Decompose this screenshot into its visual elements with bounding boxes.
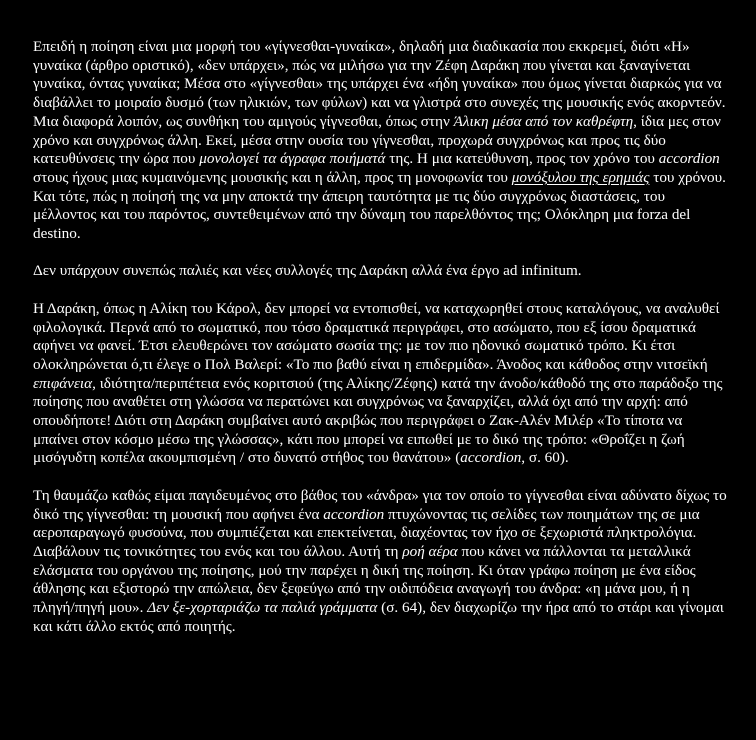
term-air-flow: ροή αέρα bbox=[402, 542, 458, 560]
paragraph-4-text-2: πτυχώνοντας τις σελίδες των ποιημάτων της σε μια αεροπαραγωγό φυσούνα, που συμπιέζεται και επεκτείνεται, διαχέοντας τον ήχο σε ξεχωριστά πληκτρολόγια. Διαβάλουν τις τονικότητες του ενός και του άλλου. Αυτή τη bbox=[33, 505, 700, 560]
book-title-old-letters: Δεν ξε-χορταριάζω τα παλιά γράμματα bbox=[147, 599, 378, 617]
book-title-monoxylo: μονόξυλου της ερημιάς bbox=[511, 168, 650, 186]
term-epifaneia: επιφάνεια bbox=[33, 374, 93, 392]
paragraph-4-text-3: που κάνει να πάλλονται τα μεταλλικά ελάσματα του οργάνου της ποίησης, μού την παρέχει η δική της ποίηση. Κι όταν γράφω ποίηση με ένα είδος άθλησης και εξιστορώ την απώλεια, δεν ξεφεύγω από την οιδιπόδεια αναγωγή του άνδρα: «η μάνα μου, ή η πληγή/πηγή μου». bbox=[33, 542, 696, 617]
paragraph-4-text-4: (σ. 64), δεν διαχωρίζω την ήρα από το στάρι και γίνομαι και κάτι άλλο εκτός από ποιητής. bbox=[33, 599, 724, 635]
book-title-monologues: μονολογεί τα άγραφα ποιήματά bbox=[199, 150, 386, 168]
paragraph-1-text-4: στους ήχους μιας κυμαινόμενης μουσικής και η άλλη, προς τη μονοφωνία του bbox=[33, 168, 512, 186]
paragraph-2 bbox=[33, 262, 727, 281]
paragraph-1 bbox=[33, 38, 727, 244]
book-title-accordion-citation: accordion bbox=[460, 449, 522, 467]
paragraph-1-text-3: της. Η μια κατεύθυνση, προς τον χρόνο του bbox=[385, 150, 659, 168]
paragraph-3-text-1: Η Δαράκη, όπως η Αλίκη του Κάρολ, δεν μπορεί να εντοπισθεί, να καταχωρηθεί στους καταλόγους, να αναλυθεί φιλολογικά. Περνά από το σωματικό, που τόσο δραματικά περιγράφει, στο ασώματο, που εξ ίσου δραματικά αφήνει να φανεί. Έτσι ελευθερώνει τον ασώματο σωσία της: με τον πιο ηδονικό σωματικό τρόπο. Κι έτσι ολοκληρώνεται ό,τι έλεγε ο Πολ Βαλερί: «Το πιο βαθύ είναι η επιδερμίδα». Άνοδος και κάθοδος στην νιτσεϊκή bbox=[33, 299, 720, 373]
book-title-accordion: accordion bbox=[658, 150, 720, 168]
paragraph-4-text-1: Τη θαυμάζω καθώς είμαι παγιδευμένος στο βάθος του «άνδρα» για τον οποίο το γίγνεσθαι είναι αδύνατο δίχως το δικό της γίγνεσθαι: τη μουσική που αφήνει ένα bbox=[33, 486, 727, 523]
paragraph-3-text-3: , σ. 60). bbox=[521, 449, 569, 467]
book-title-accordion-2: accordion bbox=[323, 505, 385, 523]
paragraph-3 bbox=[33, 300, 727, 468]
paragraph-4 bbox=[33, 487, 727, 637]
paragraph-1-text-1: Επειδή η ποίηση είναι μια μορφή του «γίγνεσθαι-γυναίκα», δηλαδή μια διαδικασία που εκκρεμεί, διότι «Η» γυναίκα (άρθρο οριστικό), «δεν υπάρχει», πώς να μιλήσω για την Ζέφη Δαράκη που γίνεται και ξαναγίνεται γυναίκα, όντας γυναίκα; Μέσα στο «γίγνεσθαι» της υπάρχει ένα «ήδη γυναίκα» που όμως γίνεται διαρκώς για να διαβάλλει το μοιραίο δυσμό (των ηλικιών, των φύλων) και να γλιστρά στο συνεχές της μουσικής ενός ακορντεόν. Μια διαφορά λοιπόν, ως συνθήκη του αμιγούς γίγνεσθαι, όπως στην bbox=[33, 38, 726, 130]
paragraph-1-text-5: του χρόνου. Και τότε, πώς η ποίησή της να μην αποκτά την άπειρη ταυτότητα με τις δύο συγχρόνως διαστάσεις, του μέλλοντος και του παρόντος, συντεθειμένων από την δύναμη του παρελθόντος της; Ολόκληρη μια forza del destino. bbox=[33, 168, 726, 243]
book-title-alice: Άλικη μέσα από τον καθρέφτη bbox=[453, 112, 634, 130]
paragraph-1-text-2: , ίδια μες στον χρόνο και συγχρόνως άλλη. Εκεί, μέσα στην ουσία του γίγνεσθαι, προχωρά συγχρόνως και προς τις δύο κατευθύνσεις την ώρα που bbox=[33, 112, 721, 168]
document-body bbox=[33, 38, 727, 636]
paragraph-2-text-1: Δεν υπάρχουν συνεπώς παλιές και νέες συλλογές της Δαράκη αλλά ένα έργο ad infinitum. bbox=[33, 262, 582, 280]
paragraph-3-text-2: , ιδιότητα/περιπέτεια ενός κοριτσιού (της Αλίκης/Ζέφης) κατά την άνοδο/κάθοδό της στο παράδοξο της ποίησης που αναθέτει στη γλώσσα να περατώνει και συγχρόνως να ξαναρχίζει, αλλά όχι από την αρχή: από οπουδήποτε! Διότι στη Δαράκη συμβαίνει αυτό ακριβώς που περιγράφει ο Ζακ-Αλέν Μιλέρ «Το τίποτα να μπαίνει στον κόσμο μέσω της γλώσσας», κάτι που μπορεί να ειπωθεί με το δικό της τρόπο: «Θροΐζει η ζωή μισόγυδτη κοπέλα ακουμπισμένη / στο δυνατό στήθος του θανάτου» ( bbox=[33, 374, 723, 467]
